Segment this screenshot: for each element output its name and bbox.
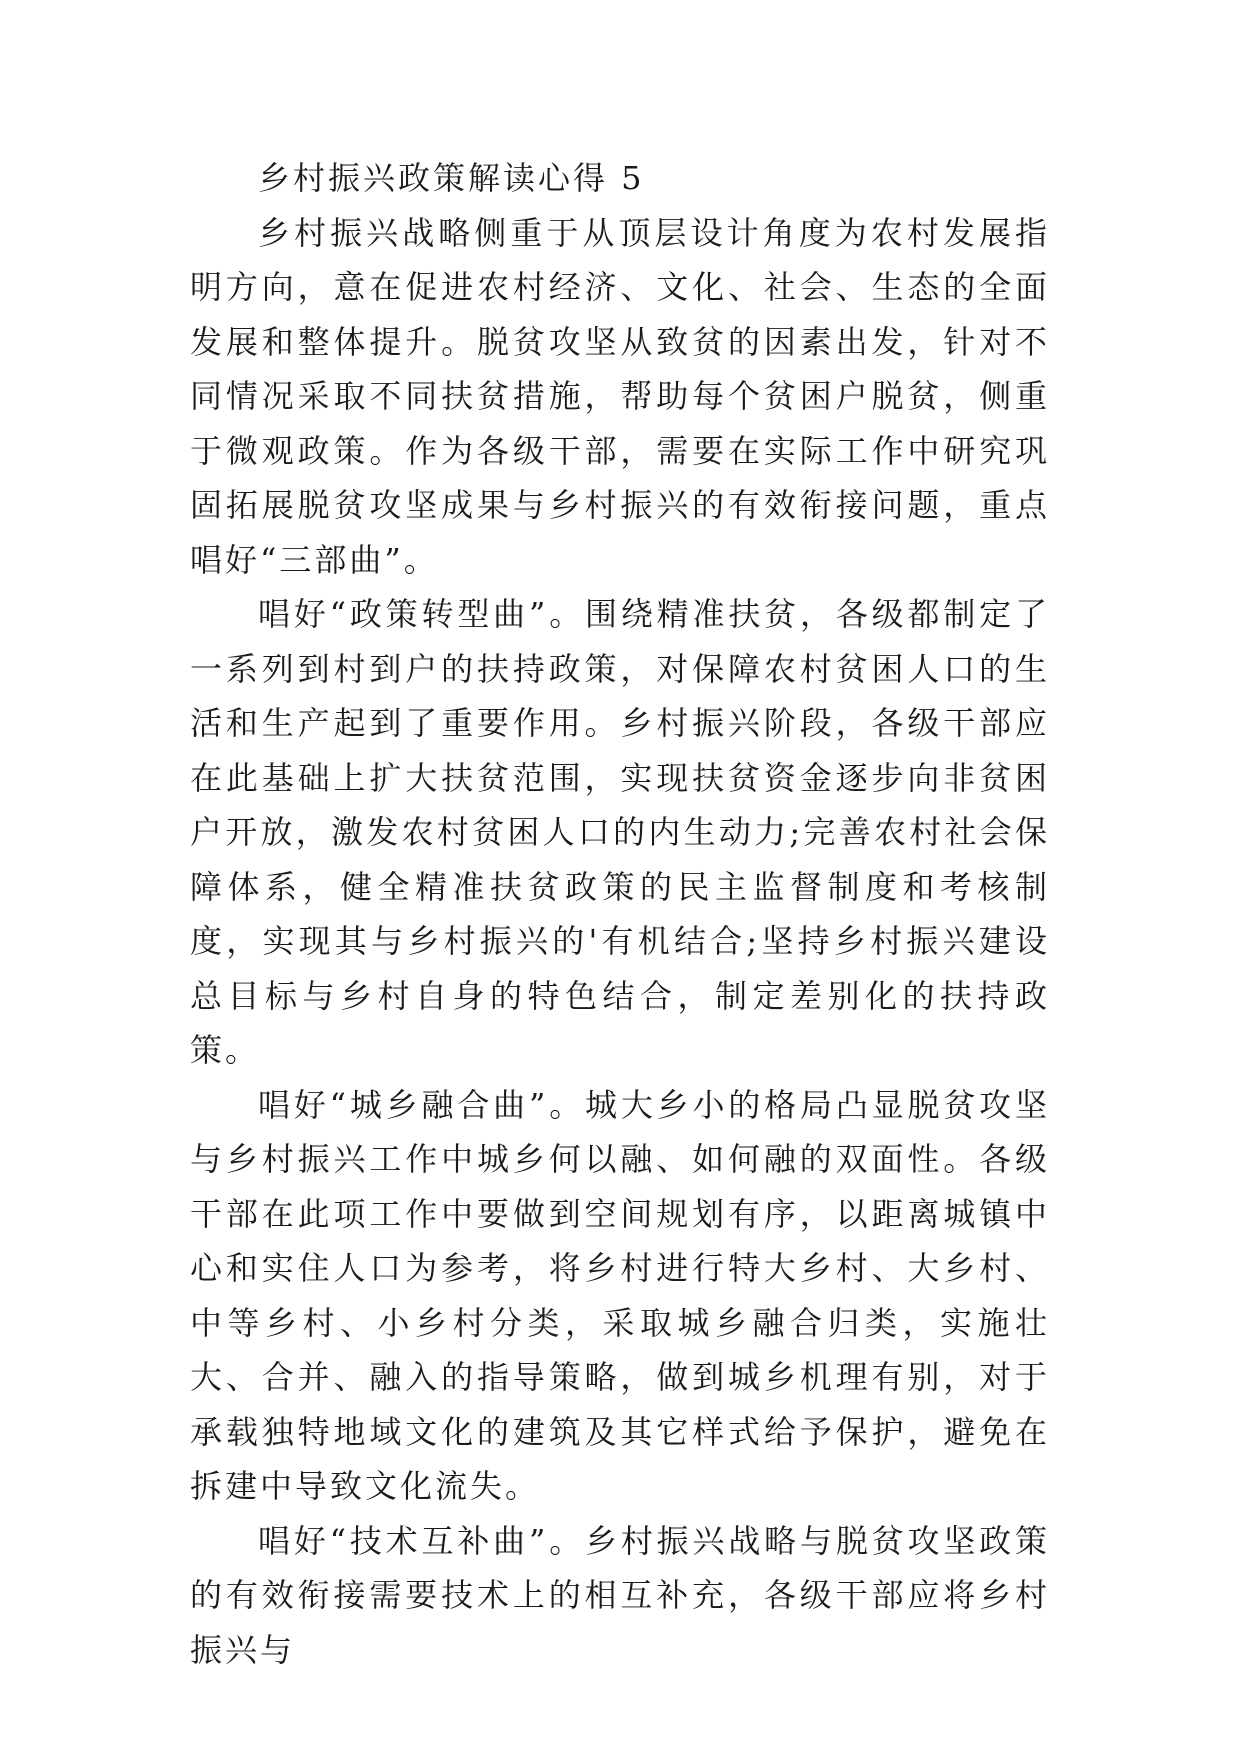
document-title: 乡村振兴政策解读心得 5 [258, 159, 645, 197]
paragraph-policy-transition: 唱好“政策转型曲”。围绕精准扶贫，各级都制定了一系列到村到户的扶持政策，对保障农村贫困人口的生活和生产起到了重要作用。乡村振兴阶段，各级干部应在此基础上扩大扶贫范围，实现扶贫资金逐步向非贫困户开放，激发农村贫困人口的内生动力;完善农村社会保障体系，健全精准扶贫政策的民主监督制度和考核制度，实现其与乡村振兴的'有机结合;坚持乡村振兴建设总目标与乡村自身的特色结合，制定差别化的扶持政策。 [190, 595, 1050, 1069]
paragraph-technical-complement: 唱好“技术互补曲”。乡村振兴战略与脱贫攻坚政策的有效衔接需要技术上的相互补充，各级干部应将乡村振兴与 [190, 1521, 1050, 1669]
document-body [190, 151, 1050, 1677]
paragraph-urban-rural-integration: 唱好“城乡融合曲”。城大乡小的格局凸显脱贫攻坚与乡村振兴工作中城乡何以融、如何融的双面性。各级干部在此项工作中要做到空间规划有序，以距离城镇中心和实住人口为参考，将乡村进行特大乡村、大乡村、中等乡村、小乡村分类，采取城乡融合归类，实施壮大、合并、融入的指导策略，做到城乡机理有别，对于承载独特地域文化的建筑及其它样式给予保护，避免在拆建中导致文化流失。 [190, 1085, 1050, 1505]
paragraph-intro: 乡村振兴战略侧重于从顶层设计角度为农村发展指明方向，意在促进农村经济、文化、社会、生态的全面发展和整体提升。脱贫攻坚从致贫的因素出发，针对不同情况采取不同扶贫措施，帮助每个贫困户脱贫，侧重于微观政策。作为各级干部，需要在实际工作中研究巩固拓展脱贫攻坚成果与乡村振兴的有效衔接问题，重点唱好“三部曲”。 [190, 213, 1050, 579]
